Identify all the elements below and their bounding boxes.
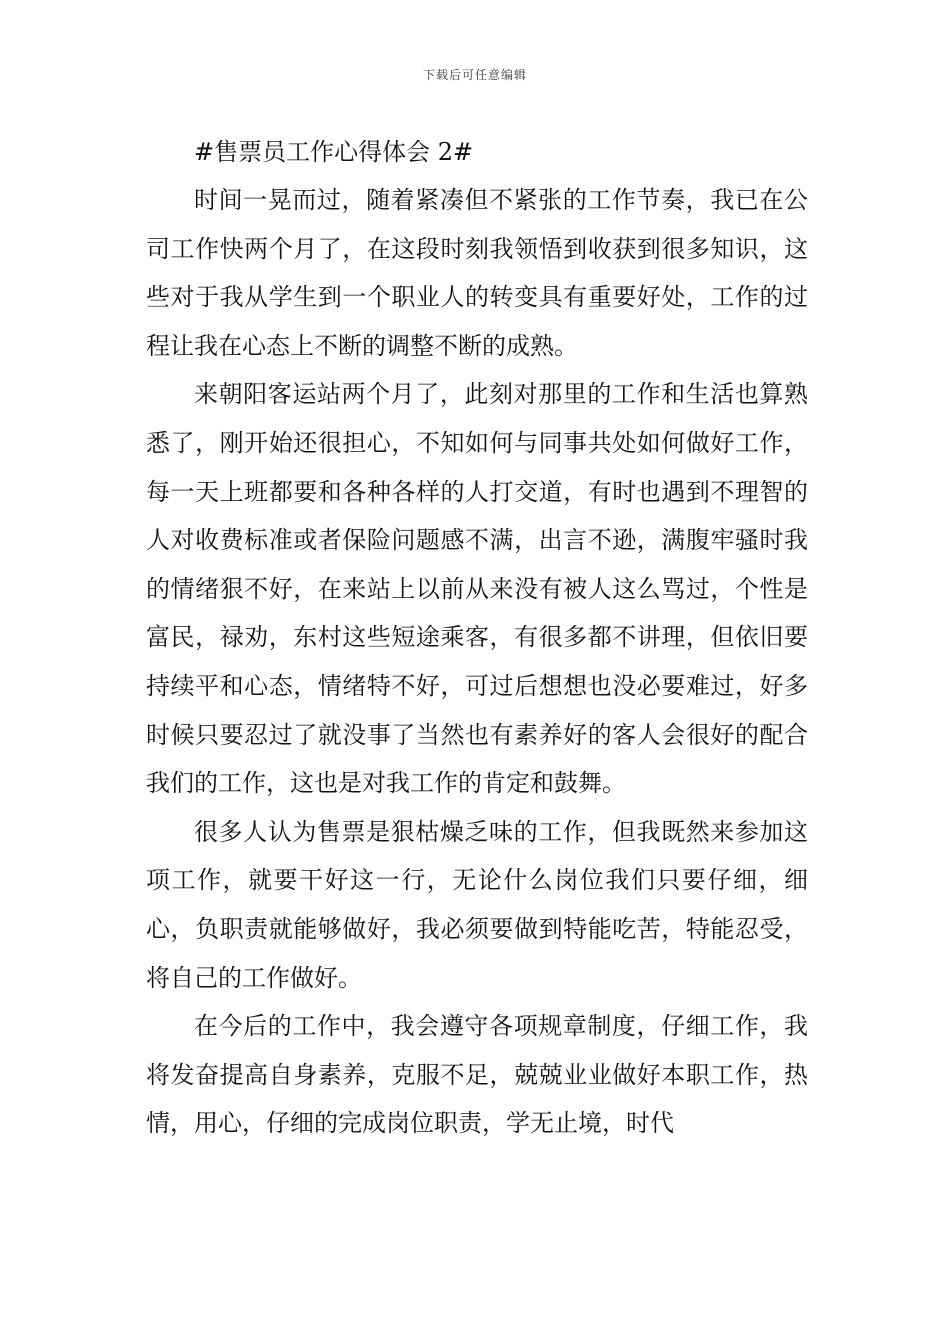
document-body (146, 128, 808, 1148)
document-heading: #售票员工作心得体会 2# (194, 138, 474, 166)
paragraph-3: 很多人认为售票是狠枯燥乏味的工作，但我既然来参加这项工作，就要干好这一行，无论什么岗位我们只要仔细，细心，负职责就能够做好，我必须要做到特能吃苦，特能忍受，将自己的工作做好。 (146, 817, 808, 992)
paragraph-2: 来朝阳客运站两个月了，此刻对那里的工作和生活也算熟悉了，刚开始还很担心，不知如何与同事共处如何做好工作，每一天上班都要和各种各样的人打交道，有时也遇到不理智的人对收费标准或者保险问题感不满，出言不逊，满腹牢骚时我的情绪狠不好，在来站上以前从来没有被人这么骂过，个性是富民，禄劝，东村这些短途乘客，有很多都不讲理，但依旧要持续平和心态，情绪特不好，可过后想想也没必要难过，好多时候只要忍过了就没事了当然也有素养好的客人会很好的配合我们的工作，这也是对我工作的肯定和鼓舞。 (146, 380, 808, 798)
page-header: 下载后可任意编辑 (422, 68, 527, 82)
paragraph-4: 在今后的工作中，我会遵守各项规章制度，仔细工作，我将发奋提高自身素养，克服不足，兢兢业业做好本职工作，热情，用心，仔细的完成岗位职责，学无止境，时代 (146, 1012, 808, 1138)
paragraph-1: 时间一晃而过，随着紧凑但不紧张的工作节奏，我已在公司工作快两个月了，在这段时刻我领悟到收获到很多知识，这些对于我从学生到一个职业人的转变具有重要好处，工作的过程让我在心态上不断的调整不断的成熟。 (146, 186, 808, 360)
